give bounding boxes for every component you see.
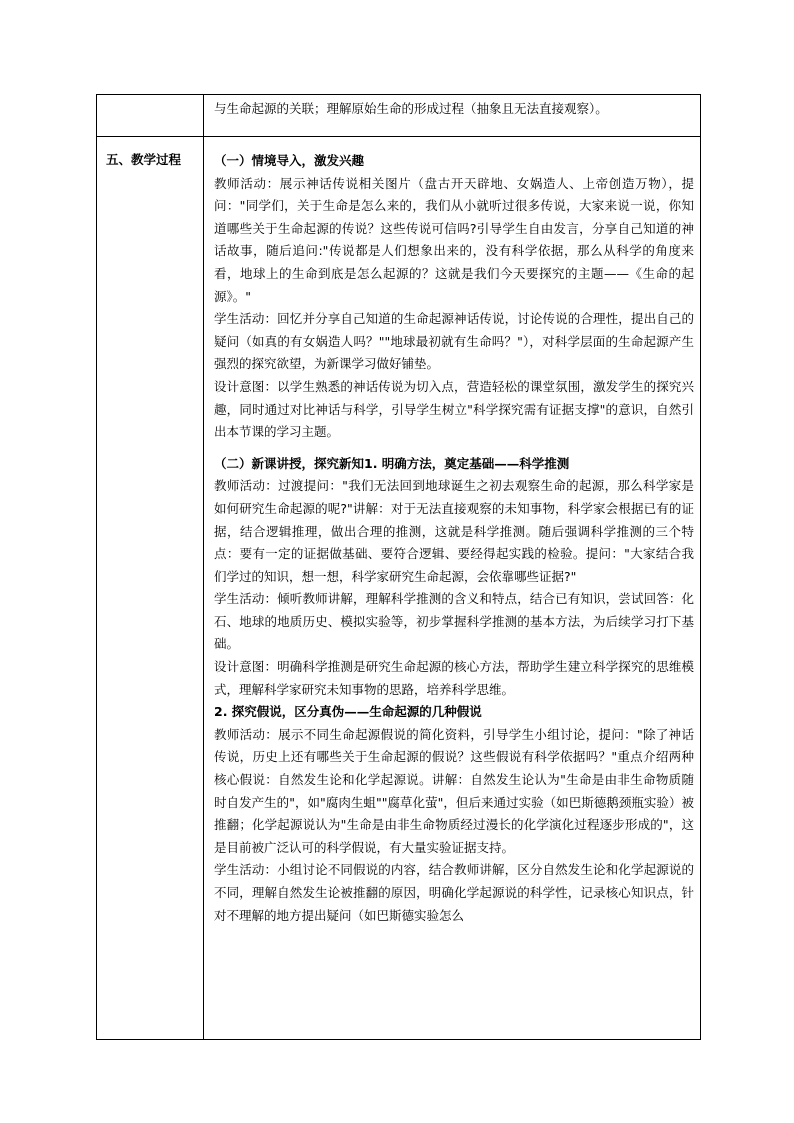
heading-hypotheses: 2. 探究假说，区分真伪——生命起源的几种假说 — [214, 704, 482, 720]
table-row-teaching-process — [97, 137, 701, 1040]
paragraph-student-activity-3: 学生活动：小组讨论不同假说的内容，结合教师讲解，区分自然发生论和化学起源说的不同，理解自然发生论被推翻的原因，明确化学起源说的科学性，记录核心知识点，针对不理解的地方提出疑问（如巴斯德实验怎么 — [214, 862, 694, 923]
heading-situation-intro: （一）情境导入，激发兴趣 — [214, 153, 365, 168]
empty-label-cell — [97, 95, 204, 137]
lesson-plan-table — [96, 94, 701, 1040]
paragraph-teacher-activity-3: 教师活动：展示不同生命起源假说的简化资料，引导学生小组讨论，提问："除了神话传说，历史上还有哪些关于生命起源的假说？这些假说有科学依据吗？"重点介绍两种核心假说：自然发生论和化学起源说。讲解：自然发生论认为"生命是由非生命物质随时自发产生的"，如"腐肉生蛆""腐草化萤"，但后来通过实验（如巴斯德鹅颈瓶实验）被推翻；化学起源说认为"生命是由非生命物质经过漫长的化学演化过程逐步形成的"，这是目前被广泛认可的科学假说，有大量实验证据支持。 — [214, 726, 694, 855]
table-row-objectives-tail — [97, 95, 701, 137]
section-label-cell — [97, 137, 204, 1040]
paragraph-design-intent-1: 设计意图：以学生熟悉的神话传说为切入点，营造轻松的课堂氛围，激发学生的探究兴趣，同时通过对比神话与科学，引导学生树立"科学探究需有证据支撑"的意识，自然引出本节课的学习主题。 — [214, 378, 694, 440]
paragraph-student-activity-1: 学生活动：回忆并分享自己知道的生命起源神话传说，讨论传说的合理性，提出自己的疑问（如真的有女娲造人吗？""地球最初就有生命吗？"），对科学层面的生命起源产生强烈的探究欲望，为新课学习做好铺垫。 — [214, 311, 694, 372]
paragraph-teacher-activity-2: 教师活动：过渡提问："我们无法回到地球诞生之初去观察生命的起源，那么科学家是如何研究生命起源的呢?"讲解：对于无法直接观察的未知事物，科学家会根据已有的证据，结合逻辑推理，做出合理的推测，这就是科学推测。随后强调科学推测的三个特点：要有一定的证据做基础、要符合逻辑、要经得起实践的检验。提问："大家结合我们学过的知识，想一想，科学家研究生命起源，会依靠哪些证据?" — [214, 478, 694, 584]
heading-new-lesson: （二）新课讲授，探究新知1. 明确方法，奠定基础——科学推测 — [214, 455, 570, 471]
objectives-tail-cell — [204, 95, 701, 137]
paragraph-design-intent-2: 设计意图：明确科学推测是研究生命起源的核心方法，帮助学生建立科学探究的思维模式，理解科学家研究未知事物的思路，培养科学思维。 — [214, 659, 694, 697]
paragraph-teacher-activity-1: 教师活动：展示神话传说相关图片（盘古开天辟地、女娲造人、上帝创造万物），提问："同学们，关于生命是怎么来的，我们从小就听过很多传说，大家来说一说，你知道哪些关于生命起源的传说？这些传说可信吗?引导学生自由发言，分享自己知道的神话故事，随后追问:"传说都是人们想象出来的，没有科学依据，那么从科学的角度来看，地球上的生命到底是怎么起源的？这就是我们今天要探究的主题——《生命的起源》。" — [214, 175, 694, 304]
paragraph-student-activity-2: 学生活动：倾听教师讲解，理解科学推测的含义和特点，结合已有知识，尝试回答：化石、地球的地质历史、模拟实验等，初步掌握科学推测的基本方法，为后续学习打下基础。 — [214, 591, 694, 652]
section-label: 五、教学过程 — [106, 152, 182, 167]
teaching-process-cell — [204, 137, 701, 1040]
objectives-tail-text: 与生命起源的关联；理解原始生命的形成过程（抽象且无法直接观察）。 — [214, 101, 608, 116]
